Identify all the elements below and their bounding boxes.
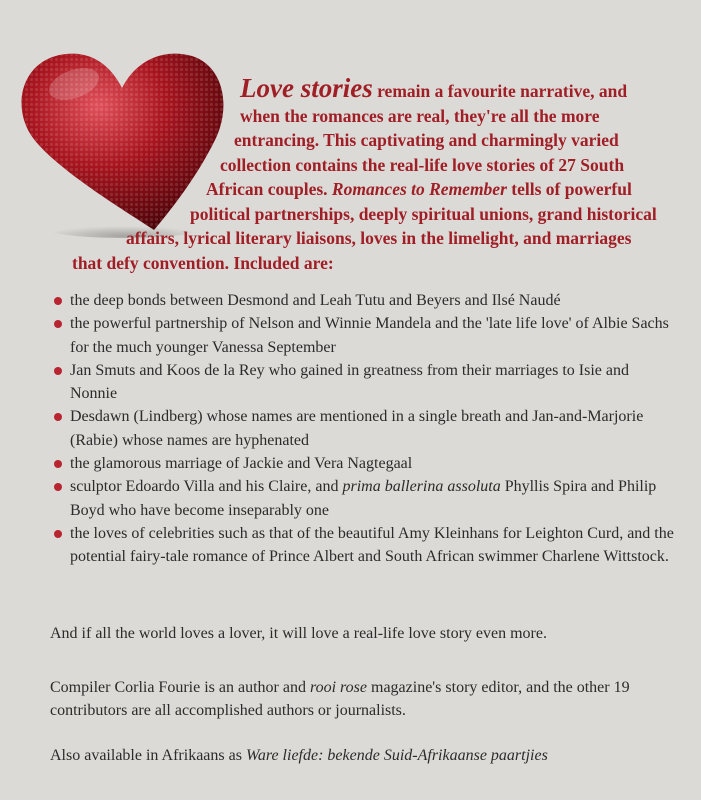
intro-line-6: political partnerships, deeply spiritual unions, grand historical (190, 203, 657, 224)
intro-line-3: entrancing. This captivating and charmingly varied (234, 130, 619, 150)
couples-list (50, 289, 680, 569)
list-item: the glamorous marriage of Jackie and Vera Nagtegaal (50, 452, 680, 475)
afrikaans-edition-note: Also available in Afrikaans as Ware liefde: bekende Suid-Afrikaanse paartjies (50, 747, 548, 764)
intro-paragraph (72, 73, 672, 275)
list-item: Desdawn (Lindberg) whose names are mentioned in a single breath and Jan-and-Marjorie (Rabie) whose names are hyphenated (50, 405, 680, 452)
compiler-note: Compiler Corlia Fourie is an author and rooi rose magazine's story editor, and the other 19 contributors are all accomplished authors or journalists. (50, 679, 630, 720)
list-item: the powerful partnership of Nelson and Winnie Mandela and the 'late life love' of Albie Sachs for the much younger Vanessa September (50, 312, 680, 359)
intro-line-8: that defy convention. Included are: (72, 252, 334, 273)
intro-line-5: African couples. Romances to Remember tells of powerful (206, 179, 632, 199)
intro-line-7: affairs, lyrical literary liaisons, loves in the limelight, and marriages (126, 228, 632, 248)
list-item: the loves of celebrities such as that of the beautiful Amy Kleinhans for Leighton Curd, and the potential fairy-tale romance of Prince Albert and South African swimmer Charlene Wittstock. (50, 522, 680, 569)
list-item: Jan Smuts and Koos de la Rey who gained in greatness from their marriages to Isie and Nonnie (50, 359, 680, 406)
closing-line: And if all the world loves a lover, it will love a real-life love story even more. (50, 625, 547, 642)
list-item: the deep bonds between Desmond and Leah Tutu and Beyers and Ilsé Naudé (50, 289, 680, 312)
intro-line-1: Love stories remain a favourite narrative, and (240, 73, 628, 103)
book-title: Romances to Remember (331, 179, 507, 199)
list-item: sculptor Edoardo Villa and his Claire, and prima ballerina assoluta Phyllis Spira and Philip Boyd who have become inseparably one (50, 475, 680, 522)
intro-line-2: when the romances are real, they're all the more (240, 105, 600, 126)
intro-line-4: collection contains the real-life love stories of 27 South (220, 154, 625, 175)
afrikaans-title: Ware liefde: bekende Suid-Afrikaanse paartjies (245, 747, 548, 764)
magazine-name: rooi rose (309, 679, 367, 696)
lead-phrase: Love stories (240, 73, 373, 103)
